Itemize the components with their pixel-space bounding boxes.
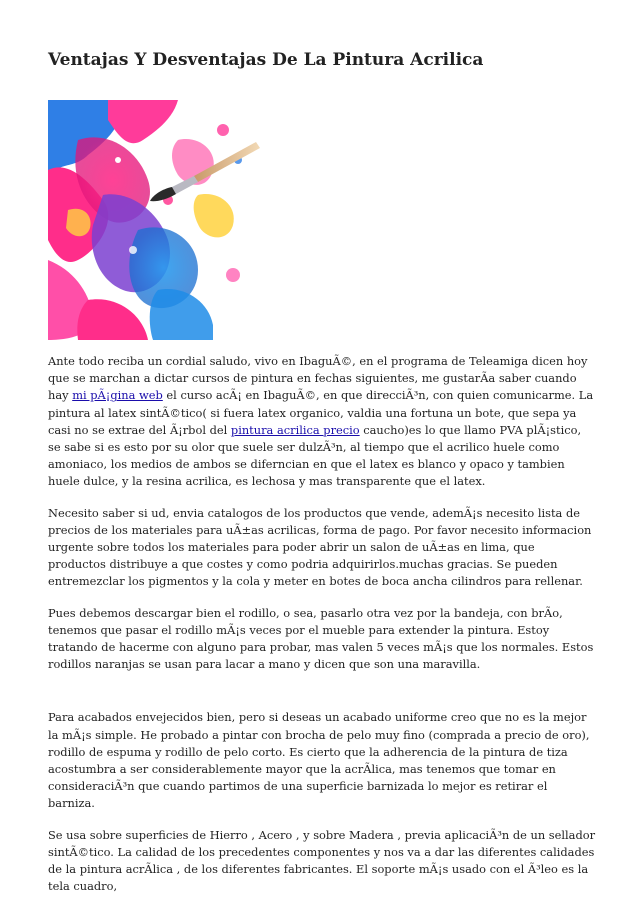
paragraph-text: caucho)es lo que llamo PVA plÃ¡stico, se sabe si es esto por su olor que suele ser dulzÃ³n, al tiempo que el acrilico huele como amoniaco, los medios de ambos se diferncian en que el latex es blanco y opaco y tambien huele dulce, y la resina acrilica, es lechosa y mas transparente que el latex.: [48, 422, 582, 489]
paint-splash-image: [48, 100, 260, 340]
paragraph: Necesito saber si ud, envia catalogos de los productos que vende, ademÃ¡s necesito lista de precios de los materiales para uÃ±as acrilicas, forma de pago. Por favor necesito informacion urgente sobre todos los materiales para poder abrir un salon de uÃ±as en lima, que productos distribuye a que costes y como podria adquirirlos.muchas gracias. Se pueden entremezclar los pigmentos y la cola y meter en botes de boca ancha cilindros para rellenar.: [48, 505, 592, 589]
paragraph-text: el curso acÃ¡ en IbaguÃ©, en que direcciÃ³n, con quien comunicarme. La pintura al latex sintÃ©tico( si fuera latex organico, valdia una fortuna un bote, que sepa ya casi no se extrae del Ã¡rbol del: [48, 388, 594, 437]
spacer: [48, 687, 596, 709]
paragraph: [48, 353, 596, 491]
paragraph: Se usa sobre superficies de Hierro , Acero , y sobre Madera , previa aplicaciÃ³n de un sellador sintÃ©tico. La calidad de los precedentes componentes y nos va a dar las diferentes calidades de la pintura acrÃlica , de los diferentes fabricantes. El soporte mÃ¡s usado con el Ã³leo es la tela cuadro,: [48, 827, 596, 894]
mi-pagina-web-link[interactable]: mi pÃ¡gina web: [72, 388, 163, 403]
page-title: Ventajas Y Desventajas De La Pintura Acrilica: [48, 50, 484, 70]
article-body: [48, 353, 596, 909]
paragraph-text: Ante todo reciba un cordial saludo, vivo en IbaguÃ©, en el programa de Teleamiga dicen hoy que se marchan a dictar cursos de pintura en fechas siguientes, me gustarÃa saber cuando hay: [48, 354, 588, 403]
paragraph: Para acabados envejecidos bien, pero si deseas un acabado uniforme creo que no es la mejor la mÃ¡s simple. He probado a pintar con brocha de pelo muy fino (comprada a precio de oro), rodillo de espuma y rodillo de pelo corto. Es cierto que la adherencia de la pintura de tiza acostumbra a ser considerablemente mayor que la acrÃlica, mas tenemos que tomar en consideraciÃ³n que cuando partimos de una superficie barnizada lo mejor es retirar el barniza.: [48, 710, 590, 811]
pintura-acrilica-precio-link[interactable]: pintura acrilica precio: [230, 422, 360, 437]
paragraph: Pues debemos descargar bien el rodillo, o sea, pasarlo otra vez por la bandeja, con brÃo, tenemos que pasar el rodillo mÃ¡s veces por el mueble para extender la pintura. Estoy tratando de hacerme con alguno para probar, mas valen 5 veces mÃ¡s que los normales. Estos rodillos naranjas se usan para lacar a mano y dicen que son una maravilla.: [48, 605, 594, 672]
